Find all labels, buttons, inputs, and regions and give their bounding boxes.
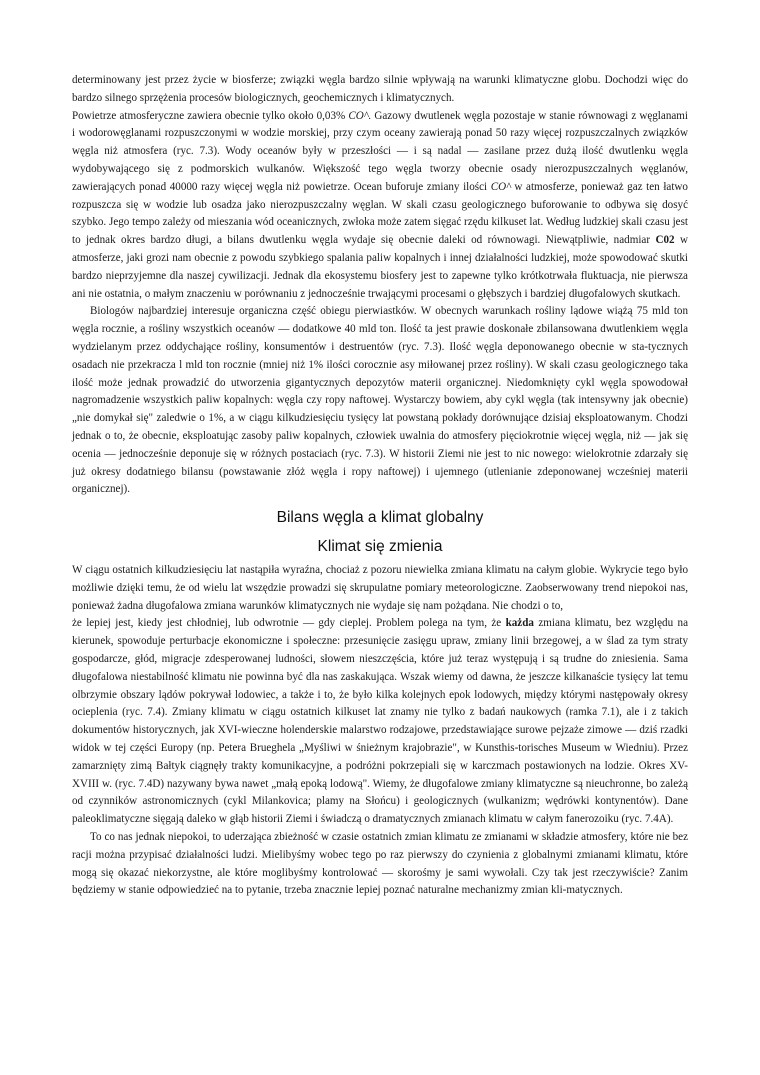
paragraph: determinowany jest przez życie w biosferze; związki węgla bardzo silnie wpływają na warunki klimatyczne globu. Dochodzi więc do bardzo silnego sprzężenia procesów biologicznych, geochemicznych i klimatycznych.: [72, 74, 688, 104]
section-heading: Bilans węgla a klimat globalny: [276, 509, 484, 526]
formula-co2: CO^.: [348, 109, 372, 122]
subsection-heading: Klimat się zmienia: [317, 538, 443, 555]
section-carbon-cycle: [72, 72, 688, 499]
section-climate-change: [72, 562, 688, 900]
paragraph: W ciągu ostatnich kilkudziesięciu lat nastąpiła wyraźna, chociaż z pozoru niewielka zmiana klimatu na całym globie. Wykrycie tego było możliwie dzięki temu, że od wielu lat wszędzie prowadzi się skrupulatne pomiary meteorologiczne. Zaobserwowany trend niepokoi nas, ponieważ żadna długofalowa zmiana warunków klimatycznych nie wydaje się nam pożądana. Nie chodzi o to, że lepiej jest, kiedy jest chłodniej, lub odwrotnie — gdy cieplej. Problem polega na tym, że każda zmiana klimatu, bez względu na kierunek, spowoduje perturbacje ekonomiczne i społeczne: przesunięcie zasięgu upraw, zmiany linii brzegowej, a w ślad za tym straty gospodarcze, głód, migracje zdesperowanej ludności, słowem nieszczęścia, które już teraz występują i są trudne do zniesienia. Sama długofalowa niestabilność klimatu nie powinna być dla nas zaskakująca. Wszak wiemy od dawna, że jeszcze kilkanaście tysięcy lat temu olbrzymie obszary lądów pokrywał lodowiec, a także i to, że było kilka kolejnych epok lodowych, między którymi następowały okresy ocieplenia (ryc. 7.4). Zmiany klimatu w ciągu ostatnich kilkuset lat znamy nie tylko z badań naukowych (ramka 7.1), ale i z takich dokumentów historycznych, jak XVI-wieczne holenderskie malarstwo rodzajowe, przedstawiające surowe pejzaże zimowe — dziś rzadki widok w tej części Europy (np. Petera Brueghela „Myśliwi w śnieżnym krajobrazie", w Kunsthis-torisches Museum w Wiedniu). Przez zamarznięty zimą Bałtyk ciągnęły trakty komunikacyjne, a podróżni pokrzepiali się w karczmach postawionych na lodzie. Okres XV-XVIII w. (ryc. 7.4D) nazywany bywa nawet „małą epoką lodową". Wiemy, że długofalowe zmiany klimatyczne są nieuchronne, bo zależą od czynników astronomicznych (cykl Milankovica; plamy na Słońcu) i geologicznych (wulkanizm; wędrówki kontynentów). Dane paleoklimatyczne sięgają daleko w głąb historii Ziemi i świadczą o dramatycznych zmianach klimatu w całym fanerozoiku (ryc. 7.4A).: [72, 564, 689, 826]
formula-co2: CO^: [490, 180, 511, 193]
formula-co2-bold: C02: [655, 234, 675, 247]
emphasis-word: każda: [505, 617, 534, 630]
paragraph: Powietrze atmosferyczne zawiera obecnie tylko około 0,03% CO^. Gazowy dwutlenek węgla pozostaje w stanie równowagi z węglanami i wodorowęglanami rozpuszczonymi w wodzie morskiej, przy czym oceany zawierają ponad 50 razy więcej rozpuszczalnych związków węgla niż atmosfera (ryc. 7.3). Wody oceanów były w przeszłości — i są nadal — zasilane przez dużą ilość dwutlenku węgla wydobywającego się z podmorskich wulkanów. Większość tego węgla tworzy obecnie osady nierozpuszczalnych węglanów, zawierających ponad 40000 razy więcej węgla niż powietrze. Ocean buforuje zmiany ilości CO^ w atmosferze, ponieważ gaz ten łatwo rozpuszcza się w wodzie lub osadza jako nierozpuszczalny węglan. W skali czasu geologicznego buforowanie to odbywa się dosyć szybko. Jego tempo zależy od mieszania wód oceanicznych, zwłoka może zatem sięgać rzędu kilkuset lat. Według ludzkiej skali czasu jest to jednak okres bardzo długi, a bilans dwutlenku węgla wydaje się obecnie daleki od równowagi. Niewątpliwie, nadmiar C02 w atmosferze, jaki grozi nam obecnie z powodu szybkiego spalania paliw kopalnych i innej działalności ludzkiej, może spowodować skutki bardzo nieprzyjemne dla naszej cywilizacji. Jednak dla ekosystemu biosfery jest to zapewne tylko krótkotrwała fluktuacja, nie pierwsza ani nie ostatnia, o małym znaczeniu w porównaniu z jednocześnie trwającymi procesami o głębszych i bardziej długofalowych skutkach.: [72, 109, 688, 300]
paragraph: Biologów najbardziej interesuje organiczna część obiegu pierwiastków. W obecnych warunkach rośliny lądowe wiążą 75 mld ton węgla rocznie, a rośliny wszystkich oceanów — dodatkowe 40 mld ton. Ilość ta jest prawie doskonałe zbilansowana dwutlenkiem węgla wydzielanym przez oddychające rośliny, konsumentów i destruentów (ryc. 7.3). Ilość węgla deponowanego obecnie w sta-tycznych osadach nie przekracza l mld ton rocznie (mniej niż 1% ilości corocznie asy miłowanej przez rośliny). W skali czasu geologicznego taka ilość może jednak prowadzić do utworzenia gigantycznych depozytów materii organicznej. Niedomknięty cykl węgla spowodował nagromadzenie wszystkich paliw kopalnych: węgla czy ropy naftowej. Wystarczy bowiem, aby cykl węgla (tak intensywny jak obecnie) „nie domykał się" zaledwie o 1%, a w ciągu kilkudziesięciu tysięcy lat powstaną pokłady dorównujące dzisiaj eksploatowanym. Chodzi jednak o to, że obecnie, eksploatując zasoby paliw kopalnych, człowiek uwalnia do atmosfery pięciokrotnie więcej węgla, niż — jak się ocenia — jednocześnie deponuje się w różnych postaciach (ryc. 7.3). W historii Ziemi nie jest to nic nowego: wielokrotnie zdarzały się już okresy dodatniego bilansu (powstawanie złóż węgla i ropy naftowej) i ujemnego (utlenianie zdeponowanej wcześniej materii organicznej).: [72, 305, 688, 496]
paragraph: To co nas jednak niepokoi, to uderzająca zbieżność w czasie ostatnich zmian klimatu ze zmianami w składzie atmosfery, które nie bez racji można przypisać działalności ludzi. Mielibyśmy wobec tego po raz pierwszy do czynienia z globalnymi zmianami klimatu, które mogą się okazać niekorzystne, ale które moglibyśmy kontrolować — skorośmy je sami wywołali. Czy tak jest rzeczywiście? Zanim będziemy w stanie odpowiedzieć na to pytanie, trzeba znacznie lepiej poznać naturalne mechanizmy zmian kli-matycznych.: [72, 830, 688, 897]
